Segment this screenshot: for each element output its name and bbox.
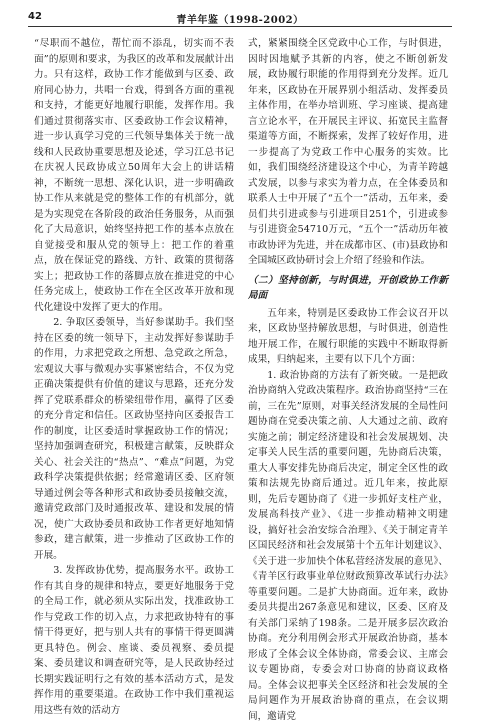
right-column (248, 36, 448, 724)
paragraph: 式，紧紧围绕全区党政中心工作，与时俱进，因时因地赋予其新的内容，使之不断创新发展，政协履行职能的作用得到充分发挥。近几年来，区政协在开展界别小组活动、发挥委员主体作用，在举办培训班、学习座谈、提高建言立论水平，在开展民主评议、拓宽民主监督渠道等方面，不断探索，发挥了较好作用，进一步提高了为党政工作中心服务的实效。比如，我们围绕经济建设这个中心，为青羊跨越式发展，以参与求实为着力点，在全体委员和联系人士中开展了“五个一”活动，五年来，委员们共引进或参与引进项目251个，引进或参与引进资金54710万元，“五个一”活动历年被市政协评为先进，并在成都市区、(市)县政协和全国城区政协研讨会上介绍了经验和作法。 (248, 36, 448, 269)
page-header (28, 10, 452, 27)
running-title: 青羊年鉴（1998-2002） (28, 11, 452, 26)
paragraph: 五年来，特别是区委政协工作会议召开以来，区政协坚持解放思想，与时俱进，创造性地开展工作，在履行职能的实践中不断取得新成果，归纳起来，主要有以下几个方面： (248, 306, 448, 368)
left-column (34, 36, 234, 718)
paragraph: 2. 争取区委领导，当好参谋助手。我们坚持在区委的统一领导下，主动发挥好参谋助手的作用，力求把党政之所想、急党政之所急，宏观议大事与微观办实事紧密结合，不仅为党正确决策提供有价值的建议与思路，还充分发挥了党联系群众的桥梁纽带作用，赢得了区委的充分肯定和信任。区政协坚持向区委报告工作的制度，让区委适时掌握政协工作的情况；坚持加强调查研究，积极建言献策，反映群众关心、社会关注的“热点”、“难点”问题，为党政科学决策提供依据；经常邀请区委、区府领导通过例会等各种形式和政协委员接触交流，邀请党政部门及时通报改革、建设和发展的情况，使广大政协委员和政协工作者更好地知情参政，建言献策，进一步推动了区政协工作的开展。 (34, 315, 234, 563)
paragraph: “尽职而不越位，帮忙而不添乱，切实而不表面”的原则和要求，为我区的改革和发展献计出力。只有这样，政协工作才能做到与区委、政府同心协力，共唱一台戏，得到各方面的重视和支持，才能更好地履行职能，发挥作用。我们通过贯彻落实市、区委政协工作会议精神，进一步认真学习党的三代领导集体关于统一战线和人民政协重要思想及论述，学习江总书记在庆祝人民政协成立50周年大会上的讲话精神，不断统一思想、深化认识，进一步明确政协工作从来就是党的整体工作的有机部分，就是为实现党在各阶段的政治任务服务，从而强化了大局意识，始终坚持把工作的基本点放在自觉接受和服从党的领导上：把工作的着重点，放在保证党的路线、方针、政策的贯彻落实上；把政协工作的落脚点放在推进党的中心任务完成上，使政协工作在全区改革开放和现代化建设中发挥了更大的作用。 (34, 36, 234, 315)
page-number: 42 (28, 11, 42, 22)
paragraph: 3. 发挥政协优势，提高服务水平。政协工作有其自身的规律和特点，要更好地服务于党的全局工作，就必须从实际出发，找准政协工作与党政工作的切入点，力求把政协特有的事情干得更好，把与别人共有的事情干得更圆满更具特色。例会、座谈、委员视察、委员提案、委员建议和调查研究等，是人民政协经过长期实践证明行之有效的基本活动方式，是发挥作用的重要渠道。在政协工作中我们重视运用这些有效的活动方 (34, 563, 234, 718)
paragraph: 1. 政治协商的方法有了新突破。一是把政治协商纳入党政决策程序。政治协商坚持“三在前，三在先”原则，对事关经济发展的全局性问题协商在党委决策之前、人大通过之前、政府实施之前；制定经济建设和社会发展规划、决定事关人民生活的重要问题，先协商后决策，重大人事安排先协商后决定，制定全区性的政策和法规先协商后通过。近几年来，按此原则，先后专题协商了《进一步抓好支柱产业，发展高科技产业》、《进一步推动精神文明建设，搞好社会治安综合治理》、《关于制定青羊区国民经济和社会发展第十个五年计划建议》、《关于进一步加快个体私营经济发展的意见》、《青羊区行政事业单位财政预算改革试行办法》等重要问题。二是扩大协商面。近年来，政协委员共提出267条意见和建议，区委、区府及有关部门采纳了198条。二是开展多层次政治协商。充分利用例会形式开展政治协商，基本形成了全体会议全体协商，常委会议、主席会议专题协商，专委会对口协商的协商议政格局。全体会议把事关全区经济和社会发展的全局问题作为开展政治协商的重点，在会议期间，邀请党 (248, 368, 448, 724)
section-subheading: （二）坚持创新，与时俱进，开创政协工作新局面 (248, 273, 448, 304)
